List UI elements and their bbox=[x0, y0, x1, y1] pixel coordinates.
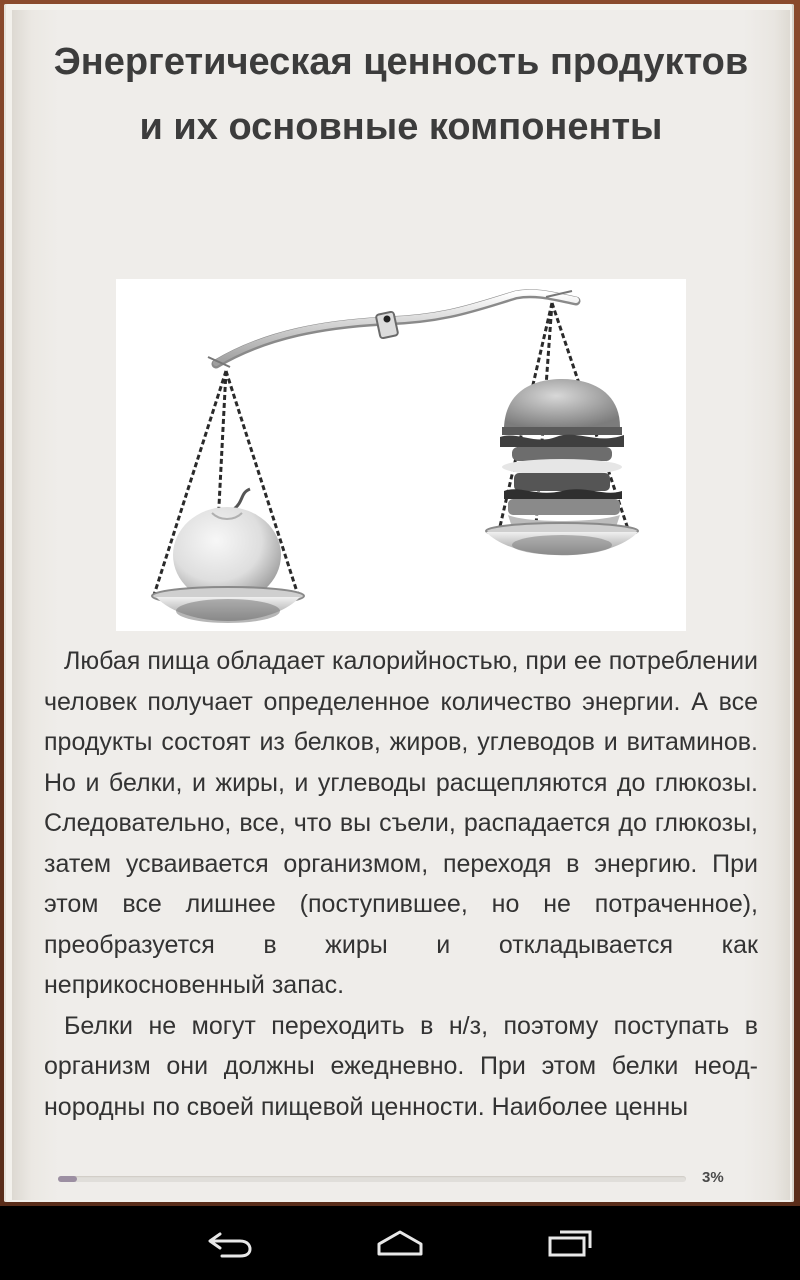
recents-icon bbox=[546, 1228, 594, 1258]
reading-progress-bar[interactable] bbox=[58, 1176, 686, 1182]
scale-illustration bbox=[116, 279, 686, 631]
paragraph: Белки не могут переходить в н/з, поэтому поступать в организм они должны ежедневно. При этом белки неоднородны по своей пищевой ценности. Наиболее ценны bbox=[44, 1011, 758, 1121]
reader-text bbox=[44, 641, 758, 1127]
reader-page[interactable] bbox=[12, 10, 790, 1200]
back-button[interactable] bbox=[190, 1218, 270, 1268]
system-navigation-bar bbox=[0, 1206, 800, 1280]
page-stack bbox=[4, 4, 794, 1202]
reading-progress-label: 3% bbox=[702, 1169, 724, 1186]
home-button[interactable] bbox=[360, 1218, 440, 1268]
chapter-title: Энергетическая ценность продуктов и их основные компоненты bbox=[53, 41, 749, 148]
recents-button[interactable] bbox=[530, 1218, 610, 1268]
back-icon bbox=[206, 1228, 254, 1258]
home-icon bbox=[375, 1228, 425, 1258]
paragraph: Любая пища обладает калорийностью, при ее потреблении человек получает определенное количество энергии. А все продукты состоят из белков, жиров, углеводов и витаминов. Но и белки, и жиры, и углеводы расщепляются до глюкозы. Следовательно, все, что вы съели, распадается до глюкозы, затем усваивается организмом, переходя в энергию. При этом все лишнее (поступившее, но не потраченное), преобразуется в жиры и откладывается как неприкосновенный запас. bbox=[44, 647, 758, 999]
reading-progress-fill bbox=[58, 1176, 77, 1182]
scale-apple-burger-illustration bbox=[116, 279, 686, 631]
